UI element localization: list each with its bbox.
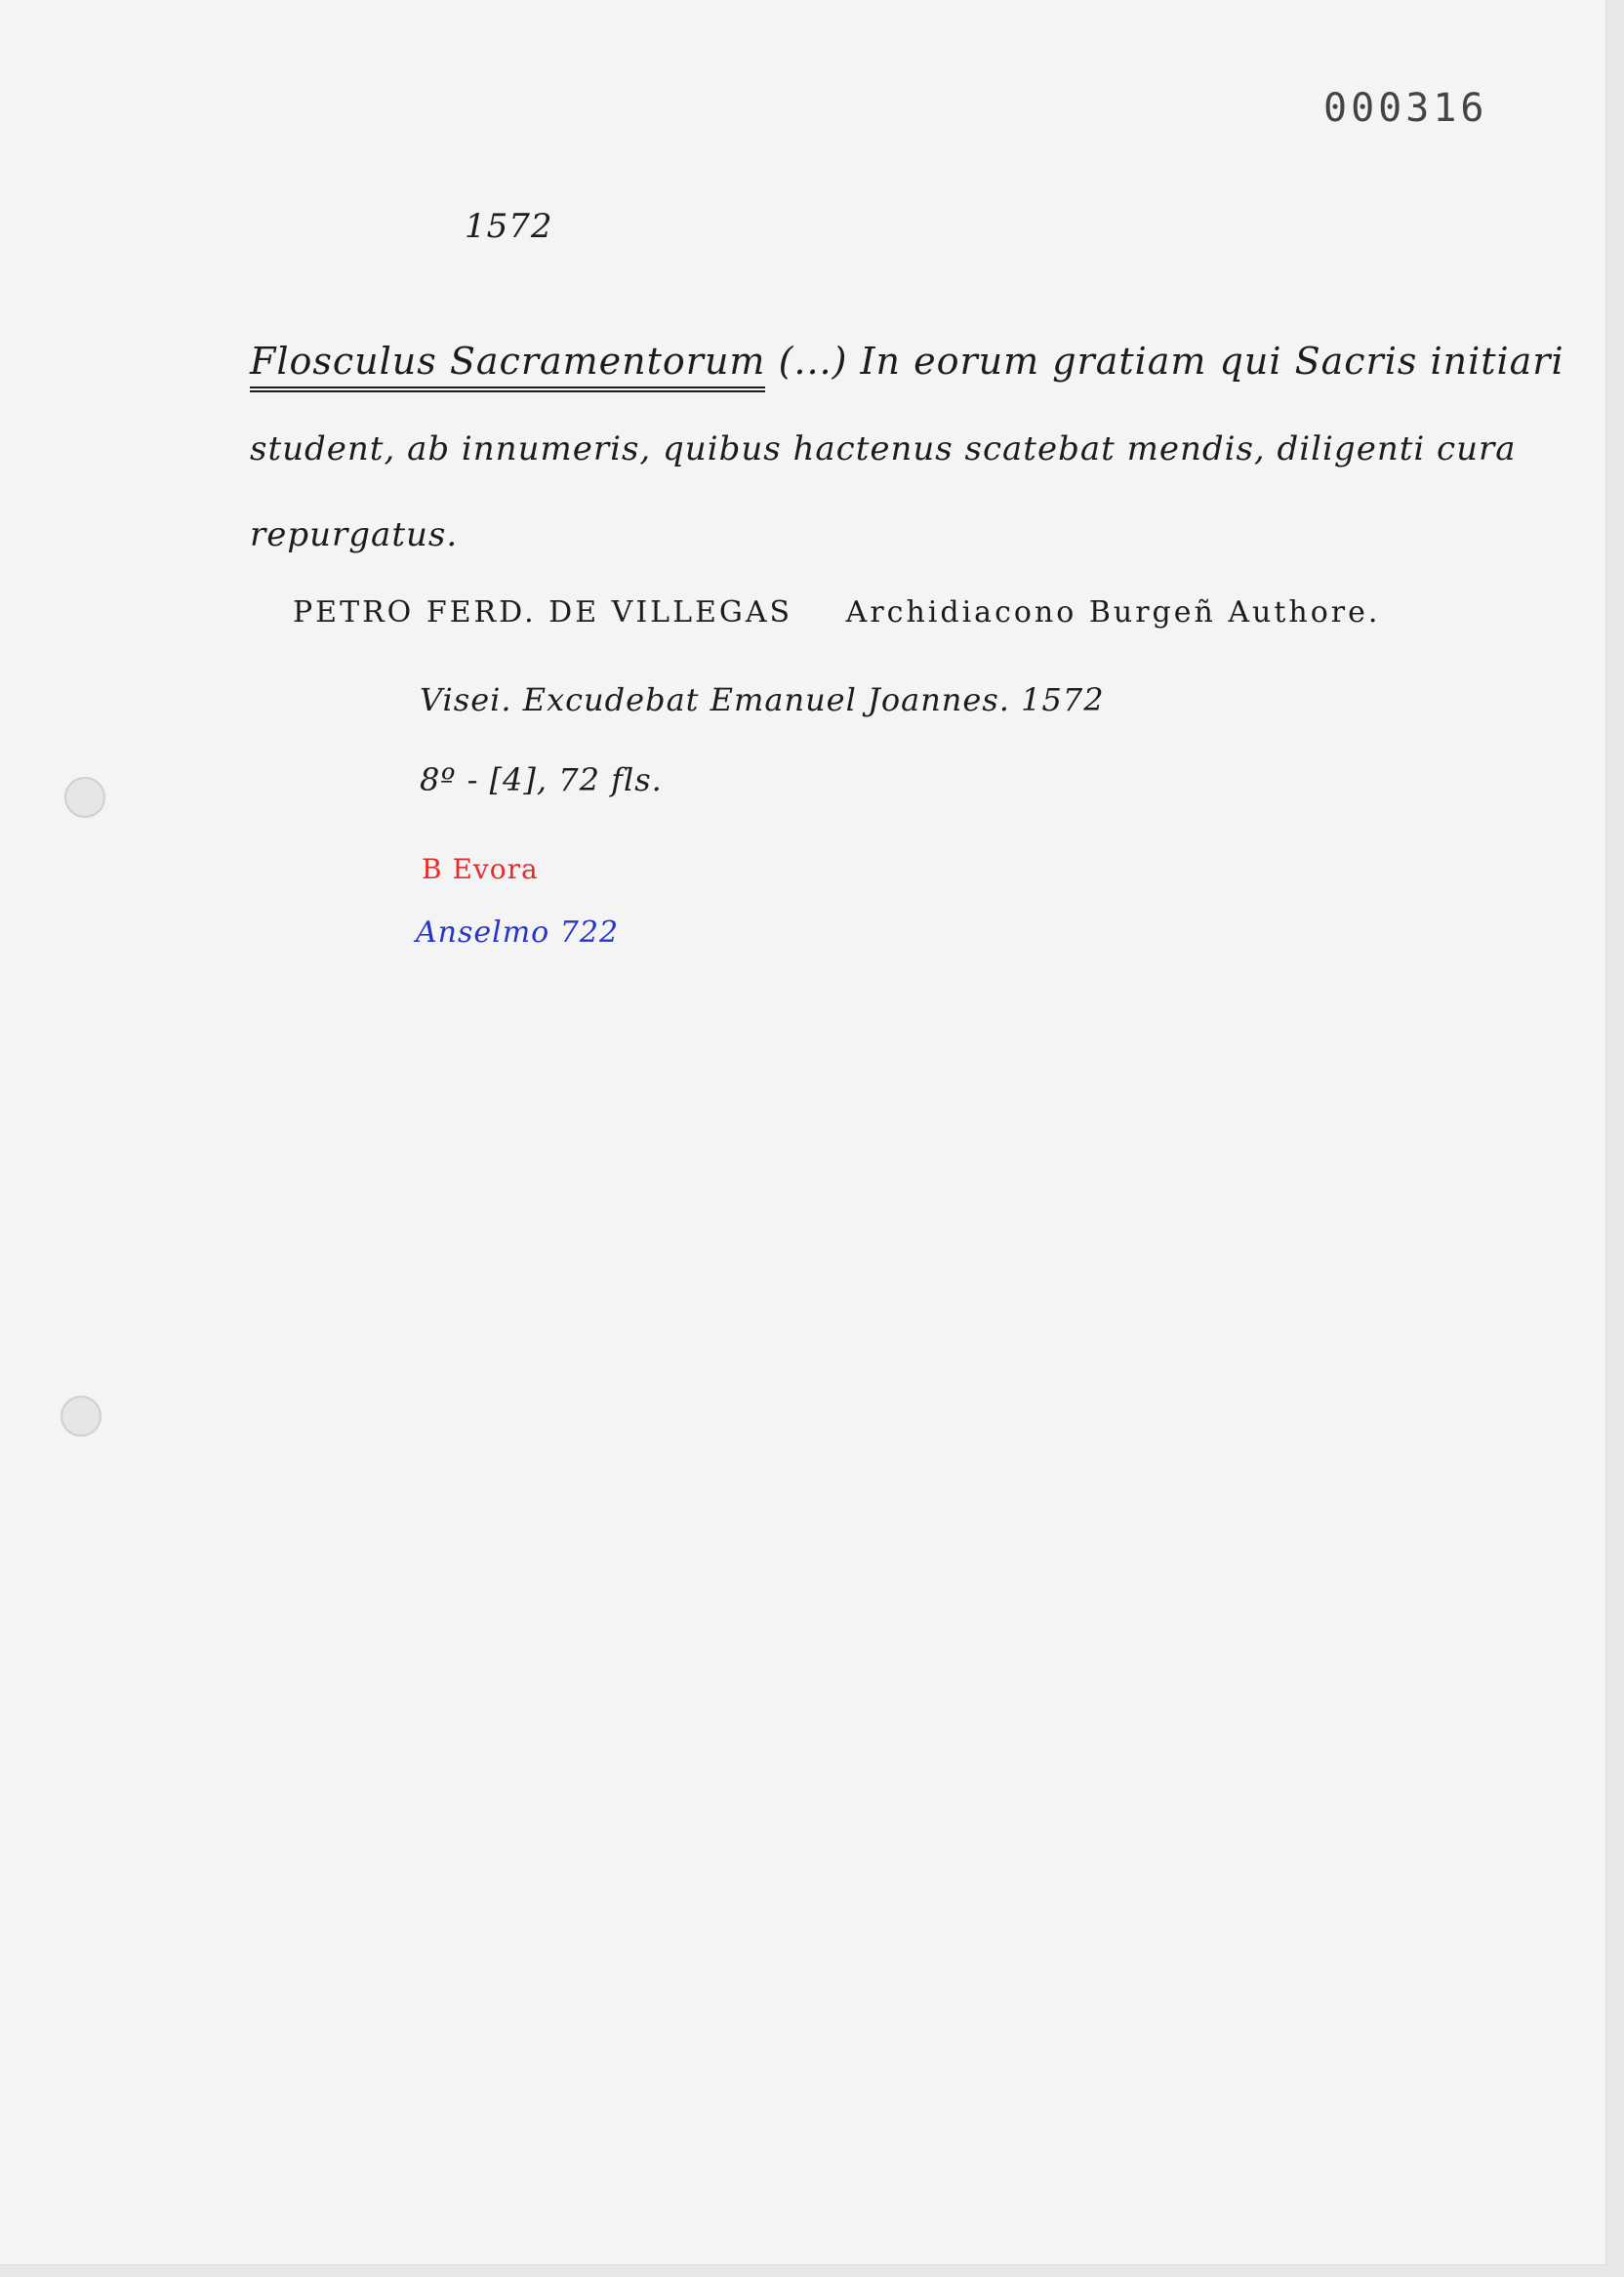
library-location: B Evora [422, 853, 539, 885]
punch-hole-icon [61, 1396, 102, 1437]
author-name: PETRO FERD. DE VILLEGAS [293, 595, 793, 630]
punch-hole-icon [64, 777, 105, 818]
title-rest: (...) In eorum gratiam qui Sacris initiari [778, 340, 1564, 383]
title-underlined: Flosculus Sacramentorum [250, 340, 765, 392]
year-heading: 1572 [465, 207, 553, 246]
author-role: Archidiacono Burgeñ Authore. [845, 595, 1381, 630]
imprint: Visei. Excudebat Emanuel Joannes. 1572 [420, 681, 1105, 718]
stamp-number: 000316 [1323, 86, 1488, 131]
title-end: repurgatus. [250, 515, 459, 554]
title-continuation: student, ab innumeris, quibus hactenus scatebat mendis, diligenti cura [250, 429, 1517, 468]
bibliographic-reference: Anselmo 722 [416, 915, 620, 950]
author-line [293, 595, 1380, 630]
collation: 8º - [4], 72 fls. [420, 761, 663, 798]
title-line [250, 340, 1564, 392]
